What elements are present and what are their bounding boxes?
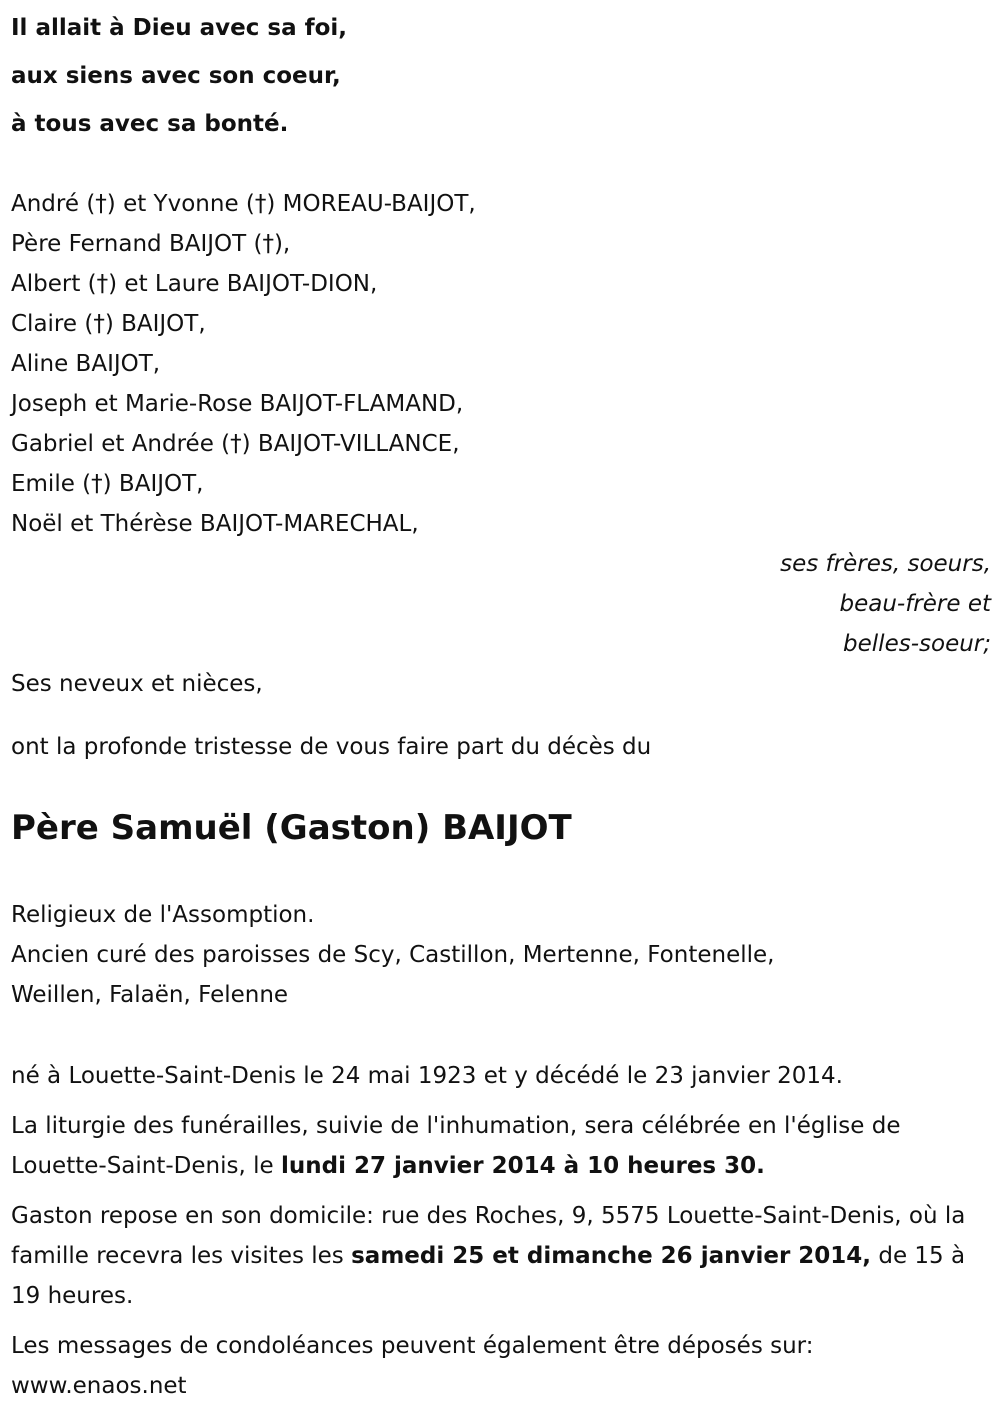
condolences-text: Les messages de condoléances peuvent également être déposés sur: (11, 1333, 814, 1359)
deceased-name: Père Samuël (Gaston) BAIJOT (11, 808, 572, 848)
funeral-date: lundi 27 janvier 2014 à 10 heures 30. (280, 1153, 765, 1179)
family-member: Claire (†) BAIJOT, (11, 311, 206, 337)
visits-info (11, 1196, 991, 1316)
visits-hours: de 15 à 19 heures. (11, 1243, 966, 1309)
family-member: Aline BAIJOT, (11, 351, 161, 377)
condolences-info (11, 1326, 991, 1406)
family-member: Joseph et Marie-Rose BAIJOT-FLAMAND, (11, 391, 464, 417)
birth-death: né à Louette-Saint-Denis le 24 mai 1923 et y décédé le 23 janvier 2014. (11, 1063, 843, 1089)
funeral-info (11, 1106, 991, 1186)
family-member: André (†) et Yvonne (†) MOREAU-BAIJOT, (11, 191, 476, 217)
bio-line: Ancien curé des paroisses de Scy, Castillon, Mertenne, Fontenelle, (11, 942, 775, 968)
motto-line: à tous avec sa bonté. (11, 111, 289, 137)
relation-line: ses frères, soeurs, (780, 551, 991, 577)
family-member: Emile (†) BAIJOT, (11, 471, 204, 497)
nephews-line: Ses neveux et nièces, (11, 671, 263, 697)
relation-line: beau-frère et (839, 591, 991, 617)
family-member: Père Fernand BAIJOT (†), (11, 231, 291, 257)
family-member: Gabriel et Andrée (†) BAIJOT-VILLANCE, (11, 431, 460, 457)
funeral-text: La liturgie des funérailles, suivie de l'inhumation, sera célébrée en l'église de Louette-Saint-Denis, le (11, 1113, 901, 1179)
details (11, 1056, 991, 1416)
bio-line: Religieux de l'Assomption. (11, 902, 315, 928)
motto-line: aux siens avec son coeur, (11, 63, 341, 89)
visits-dates: samedi 25 et dimanche 26 janvier 2014, (351, 1243, 872, 1269)
condolences-link[interactable]: www.enaos.net (11, 1373, 187, 1399)
motto (11, 4, 991, 148)
visits-text: Gaston repose en son domicile: rue des Roches, 9, 5575 Louette-Saint-Denis, où la famille recevra les visites les (11, 1203, 966, 1269)
family-list (11, 184, 991, 704)
bio-line: Weillen, Falaën, Felenne (11, 982, 289, 1008)
announcement: ont la profonde tristesse de vous faire part du décès du (11, 734, 652, 760)
relation-line: belles-soeur; (843, 631, 991, 657)
family-member: Noël et Thérèse BAIJOT-MARECHAL, (11, 511, 419, 537)
motto-line: Il allait à Dieu avec sa foi, (11, 15, 348, 41)
family-member: Albert (†) et Laure BAIJOT-DION, (11, 271, 378, 297)
biography (11, 895, 991, 1015)
